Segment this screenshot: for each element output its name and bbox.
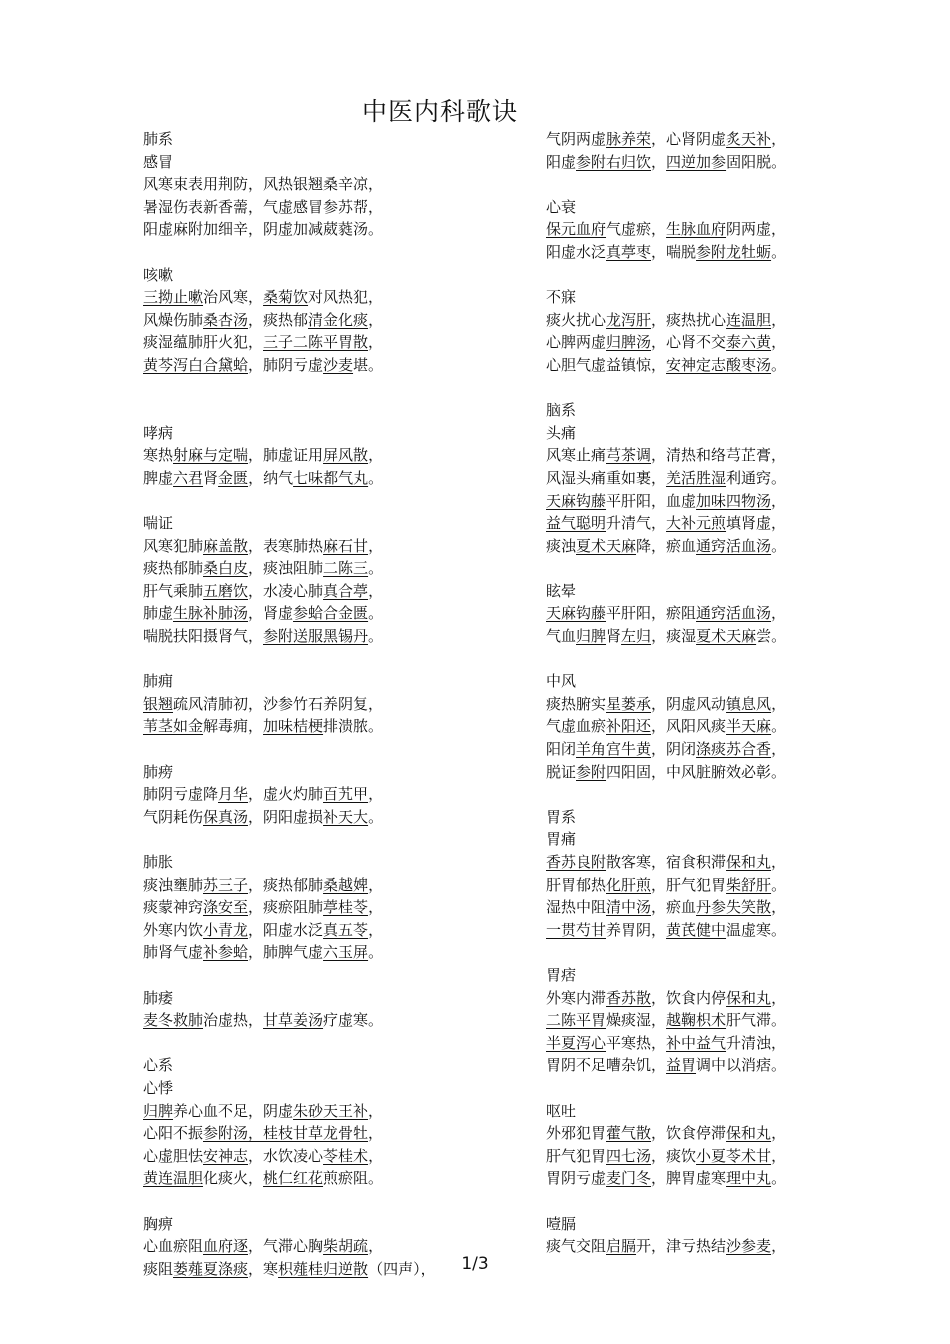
left-column [143, 128, 523, 1280]
formula-name: 化肝煎 [606, 875, 652, 894]
formula-name: 通窍活血汤 [696, 536, 772, 555]
text-line: 胃痛 [546, 830, 577, 849]
formula-name: 炙天补 [726, 130, 772, 148]
formula-name: 苇茎如金 [143, 717, 204, 736]
text-line: 不寐 [546, 288, 577, 307]
formula-name: 天麻钩藤 [546, 604, 607, 623]
formula-name: 桑越婢 [323, 875, 369, 894]
formula-name: 黄芩泻白合黛蛤 [143, 355, 249, 374]
formula-name: 真葶枣 [606, 242, 652, 261]
right-column [546, 128, 926, 1258]
formula-name: 龙泻肝 [606, 310, 652, 329]
text-line: 风寒犯肺麻盖散，表寒肺热麻石甘， [143, 536, 384, 555]
formula-name: 柴舒肝 [726, 875, 772, 894]
formula-name: 生脉补肺汤 [173, 604, 249, 623]
blank-line [546, 557, 926, 580]
blank-line [546, 264, 926, 287]
formula-name: 真合葶 [323, 581, 369, 600]
formula-name: 六君 [173, 468, 204, 487]
text-line: 银翘疏风清肺初，沙参竹石养阴复， [143, 694, 384, 713]
text-line: 心虚胆怯安神志，水饮凌心苓桂术， [143, 1146, 384, 1165]
text-line: 脱证参附四阳固，中风脏腑效必彰。 [546, 762, 787, 781]
blank-line [143, 1190, 523, 1213]
text-line: 肝气犯胃四七汤，痰饮小夏苓术甘， [546, 1146, 787, 1165]
formula-name: 补天大 [323, 807, 369, 826]
text-line: 胃阴亏虚麦门冬，脾胃虚寒理中丸。 [546, 1169, 787, 1188]
text-line: 哮病 [143, 423, 174, 442]
text-line: 气阴两虚脉养荣，心肾阴虚炙天补， [546, 130, 787, 148]
formula-name: 小青龙 [203, 920, 249, 939]
text-line: 喘脱扶阳摄肾气，参附送服黑锡丹。 [143, 627, 384, 646]
formula-name: 蒌薤夏涤痰 [173, 1259, 249, 1278]
blank-line [143, 964, 523, 987]
formula-name: 月华 [218, 785, 249, 804]
blank-line [546, 1077, 926, 1100]
text-line: 归脾养心血不足，阴虚朱砂天王补， [143, 1101, 384, 1120]
formula-name: 沙参麦 [726, 1237, 772, 1256]
formula-name: 二陈三 [323, 559, 369, 578]
formula-name: 保和丸 [726, 853, 772, 871]
formula-name: 保和丸 [726, 988, 772, 1007]
formula-name: 通窍活血汤 [696, 604, 772, 623]
text-line: 保元血府气虚瘀，生脉血府阴两虚， [546, 220, 787, 239]
blank-line [143, 828, 523, 851]
blank-line [143, 738, 523, 761]
formula-name: 生脉血府 [666, 220, 727, 239]
formula-name: 百艽甲 [323, 785, 369, 804]
text-line: 风寒止痛芎茶调，清热和络芎芷膏， [546, 446, 787, 465]
formula-name: 甘草姜汤 [263, 1011, 324, 1030]
formula-name: 藿气散 [606, 1124, 652, 1143]
formula-name: 苓桂术 [323, 1146, 369, 1165]
formula-name: 桑菊饮 [263, 288, 309, 307]
formula-name: 苏三子 [203, 875, 249, 894]
text-line: 痰热腑实星蒌承，阴虚风动镇息风， [546, 694, 787, 713]
formula-name: 真五苓 [323, 920, 369, 939]
text-line: 肺痨 [143, 762, 174, 781]
formula-name: 黄芪健中 [666, 920, 727, 939]
text-line: 心系 [143, 1056, 174, 1075]
text-line: 肺系 [143, 130, 174, 148]
text-line: 肺肾气虚补参蛤，肺脾气虚六玉屏。 [143, 943, 384, 962]
text-line: 心阳不振参附汤，桂枝甘草龙骨牡， [143, 1124, 384, 1143]
formula-name: 二陈平胃 [546, 1011, 607, 1030]
text-line: 喘证 [143, 514, 174, 533]
formula-name: 保元血府 [546, 220, 607, 239]
text-line: 痰湿蕴肺肝火犯，三子二陈平胃散， [143, 333, 384, 352]
formula-name: 参附 [576, 762, 607, 781]
text-line: 湿热中阻清中汤，瘀血丹参失笑散， [546, 898, 787, 917]
formula-name: 香苏良附 [546, 853, 607, 871]
formula-name: 麻石甘 [323, 536, 369, 555]
formula-name: 三子二陈平胃散 [263, 333, 369, 352]
formula-name: 桑杏汤 [203, 310, 249, 329]
blank-line [143, 377, 523, 400]
formula-name: 天麻钩藤 [546, 491, 607, 510]
text-line: 阳虚水泛真葶枣，喘脱参附龙牡蛎。 [546, 242, 787, 261]
formula-name: 麦冬救肺 [143, 1011, 204, 1030]
formula-name: 枳薤桂归逆散 [278, 1259, 369, 1278]
formula-name: 四七汤 [606, 1146, 652, 1165]
text-line: 咳嗽 [143, 265, 174, 284]
formula-name: 射麻与定喘 [173, 446, 249, 465]
text-line: 肺胀 [143, 853, 174, 871]
formula-name: 羊角宫牛黄 [576, 740, 652, 759]
blank-line [546, 1190, 926, 1213]
formula-name: 涤安至 [203, 898, 249, 917]
formula-name: 半夏泻心 [546, 1033, 607, 1052]
text-line: 痰气交阻启膈开，津亏热结沙参麦， [546, 1237, 787, 1256]
formula-name: 沙麦 [323, 355, 354, 374]
text-line: 麦冬救肺治虚热，甘草姜汤疗虚寒。 [143, 1011, 384, 1030]
formula-name: 清中汤 [606, 898, 652, 917]
text-line: 阳虚麻附加细辛，阴虚加减葳蕤汤。 [143, 220, 384, 239]
formula-name: 补中益气 [666, 1033, 727, 1052]
text-line: 胃痞 [546, 965, 577, 984]
text-line: 肺阴亏虚降月华，虚火灼肺百艽甲， [143, 785, 384, 804]
formula-name: 加味桔梗 [263, 717, 324, 736]
formula-name: 归脾 [143, 1101, 174, 1120]
text-line: 风燥伤肺桑杏汤，痰热郁清金化痰， [143, 310, 384, 329]
text-line: 胸痹 [143, 1214, 174, 1233]
text-line: 肝气乘肺五磨饮，水凌心肺真合葶， [143, 581, 384, 600]
text-line: 感冒 [143, 152, 174, 171]
formula-name: 一贯芍甘 [546, 920, 607, 939]
formula-name: 归脾 [576, 627, 607, 646]
formula-name: 涤痰苏合香 [696, 740, 772, 759]
text-line: 脾虚六君肾金匮，纳气七味都气丸。 [143, 468, 384, 487]
text-line: 中风 [546, 672, 577, 691]
formula-name: 启膈 [606, 1237, 637, 1256]
text-line: 风湿头痛重如裹，羌活胜湿利通窍。 [546, 468, 787, 487]
formula-name: 夏术天麻 [696, 627, 757, 646]
text-line: 痰阻蒌薤夏涤痰，寒枳薤桂归逆散（四声）， [143, 1259, 436, 1278]
formula-name: 连温胆 [726, 310, 772, 329]
blank-line [143, 490, 523, 513]
text-line: 痰蒙神窍涤安至，痰瘀阻肺葶桂苓， [143, 898, 384, 917]
formula-name: 益气聪明 [546, 514, 607, 533]
formula-name: 左归 [621, 627, 652, 646]
formula-name: 半天麻 [726, 717, 772, 736]
blank-line [143, 1032, 523, 1055]
text-line: 寒热射麻与定喘，肺虚证用屏风散， [143, 446, 384, 465]
text-line: 黄连温胆化痰火，桃仁红花煎瘀阻。 [143, 1169, 384, 1188]
text-line: 头痛 [546, 423, 577, 442]
formula-name: 葶桂苓 [323, 898, 369, 917]
formula-name: 参附龙牡蛎 [696, 242, 772, 261]
text-line: 肺虚生脉补肺汤，肾虚参蛤合金匮。 [143, 604, 384, 623]
formula-name: 夏术天麻 [576, 536, 637, 555]
text-line: 心脾两虚归脾汤，心肾不交泰六黄， [546, 333, 787, 352]
text-line: 外寒内饮小青龙，阳虚水泛真五苓， [143, 920, 384, 939]
formula-name: 益胃 [666, 1056, 697, 1075]
text-line: 痰热郁肺桑白皮，痰浊阻肺二陈三。 [143, 559, 384, 578]
text-line: 痰浊夏术天麻降，瘀血通窍活血汤。 [546, 536, 787, 555]
text-line: 肝胃郁热化肝煎，肝气犯胃柴舒肝。 [546, 875, 787, 894]
text-line: 脑系 [546, 401, 577, 420]
formula-name: 参附送服黑锡丹 [263, 627, 369, 646]
formula-name: 参附右归饮 [576, 152, 652, 171]
text-line: 噎膈 [546, 1214, 577, 1233]
text-line: 心血瘀阻血府逐，气滞心胸柴胡疏， [143, 1237, 384, 1256]
text-line: 苇茎如金解毒痈，加味桔梗排溃脓。 [143, 717, 384, 736]
formula-name: 朱砂天王补 [293, 1101, 369, 1120]
text-line: 三拗止嗽治风寒，桑菊饮对风热犯， [143, 288, 384, 307]
formula-name: 理中丸 [726, 1169, 772, 1188]
formula-name: 星蒌承 [606, 694, 652, 713]
formula-name: 麻盖散 [203, 536, 249, 555]
formula-name: 桑白皮 [203, 559, 249, 578]
formula-name: 参附汤，桂枝甘草龙骨牡 [203, 1124, 369, 1143]
formula-name: 保真汤 [203, 807, 249, 826]
text-line: 外寒内滞香苏散，饮食内停保和丸， [546, 988, 787, 1007]
blank-line [143, 241, 523, 264]
formula-name: 屏风散 [323, 446, 369, 465]
formula-name: 三拗止嗽 [143, 288, 204, 307]
formula-name: 丹参失笑散 [696, 898, 772, 917]
text-line: 阳闭羊角宫牛黄，阴闭涤痰苏合香， [546, 740, 787, 759]
text-line: 胃阴不足嘈杂饥，益胃调中以消痞。 [546, 1056, 787, 1075]
text-line: 气血归脾肾左归，痰湿夏术天麻尝。 [546, 627, 787, 646]
formula-name: 归脾汤 [606, 333, 652, 352]
text-line: 心悸 [143, 1078, 174, 1097]
text-line: 天麻钩藤平肝阳，血虚加味四物汤， [546, 491, 787, 510]
formula-name: 泰六黄 [726, 333, 772, 352]
text-line: 风寒束表用荆防，风热银翘桑辛凉， [143, 175, 384, 194]
formula-name: 七味都气丸 [293, 468, 369, 487]
text-line: 气虚血瘀补阳还，风阳风痰半天麻。 [546, 717, 787, 736]
blank-line [143, 648, 523, 671]
text-line: 眩晕 [546, 581, 577, 600]
text-line: 益气聪明升清气，大补元煎填肾虚， [546, 514, 787, 533]
formula-name: 柴胡疏 [323, 1237, 369, 1256]
blank-line [546, 648, 926, 671]
formula-name: 脉养荣 [606, 130, 652, 148]
text-line: 肺痿 [143, 988, 174, 1007]
text-line: 痰浊壅肺苏三子，痰热郁肺桑越婢， [143, 875, 384, 894]
formula-name: 安神定志酸枣汤 [666, 355, 772, 374]
formula-name: 羌活胜湿 [666, 468, 727, 487]
blank-line [143, 399, 523, 422]
text-line: 呕吐 [546, 1101, 577, 1120]
formula-name: 清金化痰 [308, 310, 369, 329]
formula-name: 安神志 [203, 1146, 249, 1165]
formula-name: 芎茶调 [606, 446, 652, 465]
text-line: 天麻钩藤平肝阳，瘀阻通窍活血汤， [546, 604, 787, 623]
text-line: 暑湿伤表新香薷，气虚感冒参苏帮， [143, 197, 384, 216]
text-line: 心胆气虚益镇惊，安神定志酸枣汤。 [546, 355, 787, 374]
blank-line [546, 173, 926, 196]
text-line: 痰火扰心龙泻肝，痰热扰心连温胆， [546, 310, 787, 329]
formula-name: 补阳还 [606, 717, 652, 736]
formula-name: 小夏苓术甘 [696, 1146, 772, 1165]
formula-name: 保和丸 [726, 1124, 772, 1143]
text-line: 香苏良附散客寒，宿食积滞保和丸， [546, 853, 787, 871]
formula-name: 六玉屏 [323, 943, 369, 962]
page-number: 1/3 [461, 1254, 489, 1274]
page-title: 中医内科歌诀 [361, 97, 518, 126]
text-line: 二陈平胃燥痰湿，越鞠枳术肝气滞。 [546, 1011, 787, 1030]
formula-name: 四逆加参 [666, 152, 727, 171]
text-line: 黄芩泻白合黛蛤，肺阴亏虚沙麦堪。 [143, 355, 384, 374]
formula-name: 金匮 [218, 468, 249, 487]
blank-line [546, 941, 926, 964]
blank-line [546, 783, 926, 806]
formula-name: 银翘 [143, 694, 174, 713]
text-line: 阳虚参附右归饮，四逆加参固阳脱。 [546, 152, 787, 171]
blank-line [546, 377, 926, 400]
formula-name: 血府逐 [203, 1237, 249, 1256]
formula-name: 桃仁红花 [263, 1169, 324, 1188]
formula-name: 香苏散 [606, 988, 652, 1007]
formula-name: 麦门冬 [606, 1169, 652, 1188]
text-line: 半夏泻心平寒热，补中益气升清浊， [546, 1033, 787, 1052]
text-line: 气阴耗伤保真汤，阴阳虚损补天大。 [143, 807, 384, 826]
formula-name: 补参蛤 [203, 943, 249, 962]
formula-name: 加味四物汤 [696, 491, 772, 510]
formula-name: 黄连温胆 [143, 1169, 204, 1188]
text-line: 一贯芍甘养胃阴，黄芪健中温虚寒。 [546, 920, 787, 939]
text-line: 肺痈 [143, 672, 174, 691]
text-line: 外邪犯胃藿气散，饮食停滞保和丸， [546, 1124, 787, 1143]
text-line: 心衰 [546, 197, 577, 216]
formula-name: 大补元煎 [666, 514, 727, 533]
text-line: 胃系 [546, 807, 577, 826]
formula-name: 越鞠枳术 [666, 1011, 727, 1030]
formula-name: 参蛤合金匮 [293, 604, 369, 623]
formula-name: 五磨饮 [203, 581, 249, 600]
formula-name: 镇息风 [726, 694, 772, 713]
